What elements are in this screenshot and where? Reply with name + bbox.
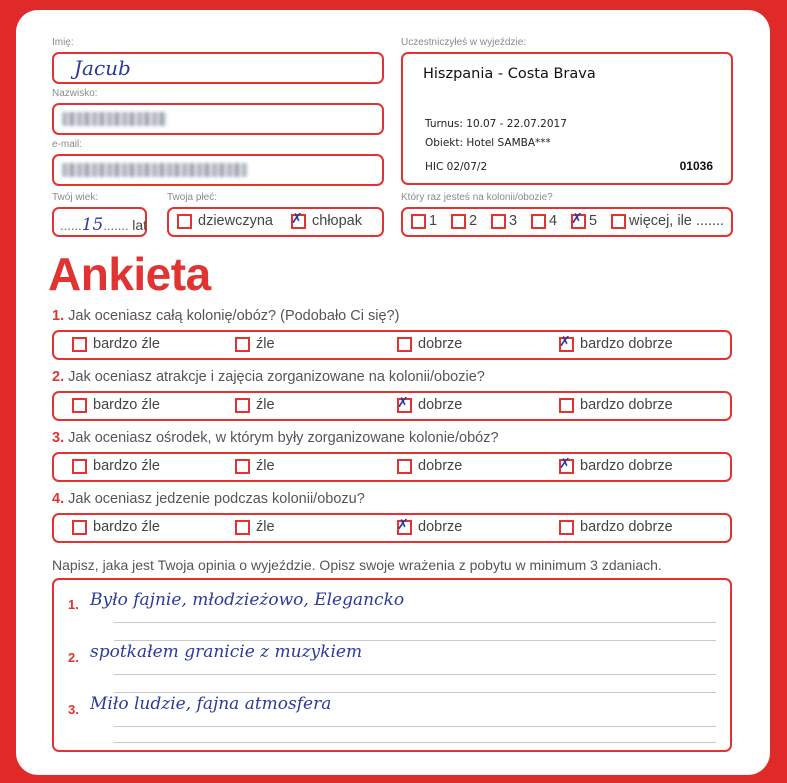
question-3-option-2[interactable] — [235, 458, 275, 474]
question-number: 3. — [52, 430, 65, 446]
question-1-option-4[interactable] — [559, 333, 673, 352]
times-option-4[interactable] — [531, 213, 557, 229]
question-2-option-2[interactable] — [235, 397, 275, 413]
opinion-prompt: Napisz, jaka jest Twoja opinia o wyjeździe. Opisz swoje wrażenia z pobytu w minimum 3 zdaniach. — [52, 557, 662, 573]
age-label: Twój wiek: — [52, 192, 99, 203]
times-5-label: 5 — [589, 213, 598, 229]
answer-2-text: spotkałem granicie z muzykiem — [90, 642, 363, 662]
question-label: Jak oceniasz atrakcje i zajęcia zorganizowane na kolonii/obozie? — [68, 369, 485, 385]
trip-obiekt: Obiekt: Hotel SAMBA*** — [425, 137, 551, 149]
gender-boy-label: chłopak — [312, 213, 362, 229]
answer-rule — [114, 640, 716, 641]
question-3-option-3[interactable] — [397, 458, 462, 474]
rating-checkbox[interactable] — [72, 398, 87, 413]
times-2-checkbox[interactable] — [451, 214, 466, 229]
rating-label: dobrze — [418, 397, 463, 413]
rating-label: źle — [256, 397, 275, 413]
check-mark: ✗ — [559, 333, 571, 350]
answer-1-text: Było fajnie, młodzieżowo, Elegancko — [90, 590, 405, 610]
times-1-label: 1 — [429, 213, 438, 229]
question-2-options — [52, 391, 732, 421]
times-option-3[interactable] — [491, 213, 517, 229]
question-1-options — [52, 330, 732, 360]
surname-field[interactable] — [52, 103, 384, 135]
gender-boy-checkbox[interactable]: ✗ — [291, 214, 306, 229]
rating-checkbox[interactable] — [397, 516, 412, 535]
answer-3-text: Miło ludzie, fajna atmosfera — [90, 694, 332, 714]
check-mark: ✗ — [397, 516, 409, 533]
question-number: 2. — [52, 369, 65, 385]
question-4-text — [52, 491, 365, 507]
gender-girl-checkbox[interactable] — [177, 214, 192, 229]
rating-label: bardzo dobrze — [580, 397, 673, 413]
times-4-label: 4 — [549, 213, 558, 229]
question-4-options — [52, 513, 732, 543]
email-label: e-mail: — [52, 139, 83, 150]
question-4-option-3[interactable] — [397, 516, 463, 535]
answer-1-number: 1. — [68, 597, 79, 612]
rating-checkbox[interactable] — [235, 520, 250, 535]
question-2-option-4[interactable] — [559, 397, 673, 413]
rating-checkbox[interactable] — [397, 394, 412, 413]
rating-label: źle — [256, 519, 275, 535]
rating-label: dobrze — [418, 336, 463, 352]
survey-sheet — [16, 10, 770, 775]
rating-label: bardzo źle — [93, 519, 160, 535]
rating-checkbox[interactable] — [397, 459, 412, 474]
age-value: 15 — [81, 215, 104, 235]
rating-checkbox[interactable] — [559, 455, 574, 474]
rating-label: źle — [256, 336, 275, 352]
question-label: Jak oceniasz jedzenie podczas kolonii/obozu? — [68, 491, 365, 507]
gender-option-girl[interactable] — [177, 213, 273, 229]
surname-label: Nazwisko: — [52, 88, 98, 99]
gender-option-boy[interactable] — [291, 210, 362, 229]
question-3-options — [52, 452, 732, 482]
question-2-text — [52, 369, 485, 385]
rating-checkbox[interactable] — [235, 459, 250, 474]
check-mark: ✗ — [397, 394, 409, 411]
question-label: Jak oceniasz ośrodek, w którym były zorganizowane kolonie/obóz? — [68, 430, 499, 446]
times-3-checkbox[interactable] — [491, 214, 506, 229]
check-mark: ✗ — [559, 455, 571, 472]
times-option-2[interactable] — [451, 213, 477, 229]
times-2-label: 2 — [469, 213, 478, 229]
rating-label: bardzo dobrze — [580, 519, 673, 535]
trip-destination: Hiszpania - Costa Brava — [423, 66, 596, 82]
question-2-option-3[interactable] — [397, 394, 463, 413]
times-5-checkbox[interactable]: ✗ — [571, 214, 586, 229]
question-4-option-2[interactable] — [235, 519, 275, 535]
times-option-more[interactable] — [611, 213, 724, 229]
question-3-option-4[interactable] — [559, 455, 673, 474]
times-option-5[interactable] — [571, 210, 598, 229]
times-label: Który raz jesteś na kolonii/obozie? — [401, 192, 553, 203]
times-option-1[interactable] — [411, 213, 437, 229]
name-label: Imię: — [52, 37, 74, 48]
rating-checkbox[interactable] — [559, 398, 574, 413]
answer-rule — [114, 622, 716, 623]
trip-code: HIC 02/07/2 — [425, 161, 488, 173]
rating-checkbox[interactable] — [559, 520, 574, 535]
rating-label: dobrze — [418, 458, 463, 474]
question-4-option-4[interactable] — [559, 519, 673, 535]
times-more-checkbox[interactable] — [611, 214, 626, 229]
rating-label: bardzo dobrze — [580, 336, 673, 352]
gender-girl-label: dziewczyna — [198, 213, 273, 229]
answer-rule — [114, 742, 716, 743]
age-unit: lat — [132, 217, 148, 233]
question-label: Jak oceniasz całą kolonię/obóz? (Podobało Ci się?) — [68, 308, 400, 324]
rating-checkbox[interactable] — [235, 337, 250, 352]
trip-box — [401, 52, 733, 185]
name-field[interactable] — [52, 52, 384, 84]
times-1-checkbox[interactable] — [411, 214, 426, 229]
question-3-option-1[interactable] — [72, 458, 160, 474]
rating-label: bardzo źle — [93, 397, 160, 413]
times-3-label: 3 — [509, 213, 518, 229]
question-1-option-1[interactable] — [72, 336, 160, 352]
survey-title: Ankieta — [48, 248, 211, 300]
times-field — [401, 207, 733, 237]
opinion-box[interactable] — [52, 578, 732, 752]
answer-rule — [114, 674, 716, 675]
trip-number: 01036 — [679, 159, 713, 173]
redacted-surname — [62, 112, 167, 126]
question-number: 4. — [52, 491, 65, 507]
rating-label: bardzo dobrze — [580, 458, 673, 474]
rating-checkbox[interactable] — [397, 337, 412, 352]
question-4-option-1[interactable] — [72, 519, 160, 535]
question-number: 1. — [52, 308, 65, 324]
name-value: Jacub — [74, 56, 131, 80]
answer-rule — [114, 726, 716, 727]
age-line: ......15....... lat — [60, 215, 148, 235]
rating-checkbox[interactable] — [72, 337, 87, 352]
question-1-option-3[interactable] — [397, 336, 462, 352]
answer-rule — [114, 692, 716, 693]
email-field[interactable] — [52, 154, 384, 186]
rating-checkbox[interactable] — [235, 398, 250, 413]
question-1-text — [52, 308, 399, 324]
rating-checkbox[interactable] — [72, 520, 87, 535]
rating-checkbox[interactable] — [72, 459, 87, 474]
answer-2-number: 2. — [68, 650, 79, 665]
gender-label: Twoja płeć: — [167, 192, 218, 203]
rating-label: bardzo źle — [93, 336, 160, 352]
answer-3-number: 3. — [68, 702, 79, 717]
trip-turnus: Turnus: 10.07 - 22.07.2017 — [425, 118, 567, 130]
age-field[interactable] — [52, 207, 147, 237]
question-1-option-2[interactable] — [235, 336, 275, 352]
trip-label: Uczestniczyłeś w wyjeździe: — [401, 37, 527, 48]
times-more-label: więcej, ile ....... — [629, 213, 725, 229]
times-4-checkbox[interactable] — [531, 214, 546, 229]
gender-field — [167, 207, 384, 237]
rating-label: źle — [256, 458, 275, 474]
rating-checkbox[interactable] — [559, 333, 574, 352]
question-2-option-1[interactable] — [72, 397, 160, 413]
redacted-email — [62, 163, 247, 177]
rating-label: bardzo źle — [93, 458, 160, 474]
rating-label: dobrze — [418, 519, 463, 535]
question-3-text — [52, 430, 499, 446]
